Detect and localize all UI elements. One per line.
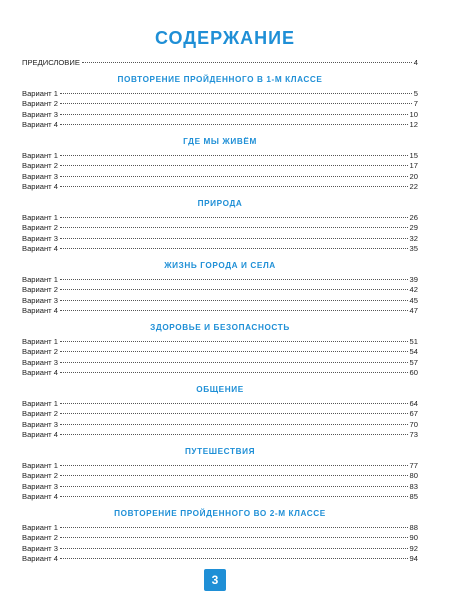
dot-leader xyxy=(60,165,408,166)
dot-leader xyxy=(60,413,408,414)
section-title: ПОВТОРЕНИЕ ПРОЙДЕННОГО ВО 2-М КЛАССЕ xyxy=(114,508,326,518)
toc-entry[interactable] xyxy=(22,347,418,358)
dot-leader xyxy=(60,486,408,487)
toc-entry-label: Вариант 3 xyxy=(22,357,58,367)
toc-entry-page: 22 xyxy=(409,182,418,191)
toc-entry-page: 64 xyxy=(409,398,418,408)
dot-leader xyxy=(60,372,408,373)
toc-entry[interactable] xyxy=(22,420,418,431)
toc-entry[interactable] xyxy=(22,296,418,307)
toc-entry-page: 67 xyxy=(409,409,418,418)
toc-entry[interactable] xyxy=(22,430,418,441)
toc-entry-page: 20 xyxy=(409,171,418,181)
toc-entry-label: Вариант 1 xyxy=(22,398,58,408)
toc-entry-page: 51 xyxy=(409,336,418,346)
toc-entry-page: 10 xyxy=(409,109,418,119)
toc-entry-label: Вариант 2 xyxy=(22,285,58,294)
dot-leader xyxy=(60,310,408,311)
toc-entry[interactable] xyxy=(22,544,418,555)
dot-leader xyxy=(60,238,408,239)
toc-entry-label: Вариант 4 xyxy=(22,492,58,501)
toc-entry-label: Вариант 3 xyxy=(22,171,58,181)
dot-leader xyxy=(60,548,408,549)
toc-entry-label: Вариант 4 xyxy=(22,306,58,315)
page-title: СОДЕРЖАНИЕ xyxy=(154,28,296,48)
toc-entry-label: Вариант 1 xyxy=(22,336,58,346)
toc-entry-page: 83 xyxy=(409,481,418,491)
toc-entry-label: Вариант 4 xyxy=(22,554,58,563)
dot-leader xyxy=(60,155,408,156)
toc-entry-page: 88 xyxy=(409,522,418,532)
toc-entry-page: 94 xyxy=(409,554,418,563)
toc-entry-label: Вариант 1 xyxy=(22,150,58,160)
toc-entry[interactable] xyxy=(22,285,418,296)
toc-entry-page: 4 xyxy=(413,58,418,67)
toc-entry-label: Вариант 2 xyxy=(22,533,58,542)
dot-leader xyxy=(60,558,408,559)
section-title: ГДЕ МЫ ЖИВЁМ xyxy=(183,136,257,146)
toc-entry-page: 45 xyxy=(409,295,418,305)
toc-entry-page: 29 xyxy=(409,223,418,232)
toc-entry-page: 15 xyxy=(409,150,418,160)
toc-entry-label: Вариант 1 xyxy=(22,460,58,470)
toc-entry-label: Вариант 2 xyxy=(22,99,58,108)
toc-entry-page: 35 xyxy=(409,244,418,253)
dot-leader xyxy=(60,114,408,115)
toc-entry-label: Вариант 3 xyxy=(22,419,58,429)
section-title: ПРИРОДА xyxy=(197,198,243,208)
toc-entry-label: ПРЕДИСЛОВИЕ xyxy=(22,58,80,67)
dot-leader xyxy=(60,341,408,342)
dot-leader xyxy=(60,362,408,363)
dot-leader xyxy=(60,403,408,404)
toc-entry-label: Вариант 2 xyxy=(22,223,58,232)
toc-entry-label: Вариант 1 xyxy=(22,522,58,532)
toc-entry[interactable] xyxy=(22,306,418,317)
toc-entry-page: 17 xyxy=(409,161,418,170)
toc-entry-page: 47 xyxy=(409,306,418,315)
toc-entry[interactable] xyxy=(22,482,418,493)
toc-entry[interactable] xyxy=(22,161,418,172)
toc-entry-preface[interactable] xyxy=(22,58,418,69)
toc-entry[interactable] xyxy=(22,358,418,369)
dot-leader xyxy=(60,103,412,104)
toc-entry[interactable] xyxy=(22,399,418,410)
toc-entry-label: Вариант 4 xyxy=(22,368,58,377)
toc-entry-page: 26 xyxy=(409,212,418,222)
toc-entry-page: 77 xyxy=(409,460,418,470)
dot-leader xyxy=(60,475,408,476)
toc-entry-page: 39 xyxy=(409,274,418,284)
section-title: ЖИЗНЬ ГОРОДА И СЕЛА xyxy=(164,260,276,270)
section-title: ПУТЕШЕСТВИЯ xyxy=(184,446,256,456)
toc-entry-page: 92 xyxy=(409,543,418,553)
dot-leader xyxy=(60,300,408,301)
toc-entry-label: Вариант 2 xyxy=(22,409,58,418)
section-title: ПОВТОРЕНИЕ ПРОЙДЕННОГО В 1-М КЛАССЕ xyxy=(117,74,323,84)
page-number-badge: 3 xyxy=(204,569,226,591)
toc-entry[interactable] xyxy=(22,213,418,224)
toc-entry-page: 85 xyxy=(409,492,418,501)
toc-entry-page: 7 xyxy=(413,99,418,108)
dot-leader xyxy=(60,465,408,466)
toc-entry-page: 57 xyxy=(409,357,418,367)
toc-entry[interactable] xyxy=(22,523,418,534)
toc-entry-label: Вариант 2 xyxy=(22,347,58,356)
toc-entry[interactable] xyxy=(22,337,418,348)
toc-entry[interactable] xyxy=(22,533,418,544)
toc-entry[interactable] xyxy=(22,471,418,482)
dot-leader xyxy=(60,279,408,280)
toc-entry-label: Вариант 4 xyxy=(22,430,58,439)
dot-leader xyxy=(60,186,408,187)
toc-entry-page: 60 xyxy=(409,368,418,377)
toc-entry[interactable] xyxy=(22,182,418,193)
toc-entry-page: 32 xyxy=(409,233,418,243)
toc-entry[interactable] xyxy=(22,461,418,472)
toc-entry-label: Вариант 4 xyxy=(22,244,58,253)
dot-leader xyxy=(60,176,408,177)
toc-entry[interactable] xyxy=(22,234,418,245)
toc-entry-label: Вариант 1 xyxy=(22,212,58,222)
toc-entry[interactable] xyxy=(22,554,418,565)
toc-entry[interactable] xyxy=(22,492,418,503)
toc-entry-label: Вариант 1 xyxy=(22,88,58,98)
dot-leader xyxy=(60,424,408,425)
toc-entry[interactable] xyxy=(22,275,418,286)
dot-leader xyxy=(60,289,408,290)
table-of-contents xyxy=(22,58,418,565)
toc-entry-label: Вариант 4 xyxy=(22,182,58,191)
toc-entry-label: Вариант 3 xyxy=(22,543,58,553)
toc-entry-page: 73 xyxy=(409,430,418,439)
toc-entry-page: 42 xyxy=(409,285,418,294)
dot-leader xyxy=(60,434,408,435)
toc-entry-page: 80 xyxy=(409,471,418,480)
dot-leader xyxy=(60,527,408,528)
toc-entry[interactable] xyxy=(22,409,418,420)
section-title: ОБЩЕНИЕ xyxy=(196,384,244,394)
toc-entry-label: Вариант 1 xyxy=(22,274,58,284)
toc-sections xyxy=(22,69,418,565)
toc-entry-label: Вариант 3 xyxy=(22,481,58,491)
toc-entry-page: 54 xyxy=(409,347,418,356)
dot-leader xyxy=(60,124,408,125)
toc-entry[interactable] xyxy=(22,99,418,110)
toc-entry-label: Вариант 2 xyxy=(22,471,58,480)
toc-entry[interactable] xyxy=(22,368,418,379)
dot-leader xyxy=(60,351,408,352)
toc-entry[interactable] xyxy=(22,89,418,100)
dot-leader xyxy=(60,217,408,218)
toc-entry-label: Вариант 3 xyxy=(22,233,58,243)
toc-entry-label: Вариант 2 xyxy=(22,161,58,170)
toc-entry-label: Вариант 3 xyxy=(22,295,58,305)
toc-entry[interactable] xyxy=(22,244,418,255)
toc-entry[interactable] xyxy=(22,172,418,183)
toc-entry-page: 5 xyxy=(413,88,418,98)
dot-leader xyxy=(60,248,408,249)
toc-entry-page: 12 xyxy=(409,120,418,129)
toc-entry-label: Вариант 4 xyxy=(22,120,58,129)
dot-leader xyxy=(60,496,408,497)
toc-entry[interactable] xyxy=(22,120,418,131)
toc-entry-label: Вариант 3 xyxy=(22,109,58,119)
toc-entry-page: 90 xyxy=(409,533,418,542)
dot-leader xyxy=(82,62,412,63)
toc-entry[interactable] xyxy=(22,110,418,121)
toc-entry[interactable] xyxy=(22,151,418,162)
dot-leader xyxy=(60,93,412,94)
dot-leader xyxy=(60,227,408,228)
toc-entry[interactable] xyxy=(22,223,418,234)
toc-entry-page: 70 xyxy=(409,419,418,429)
dot-leader xyxy=(60,537,408,538)
section-title: ЗДОРОВЬЕ И БЕЗОПАСНОСТЬ xyxy=(150,322,290,332)
